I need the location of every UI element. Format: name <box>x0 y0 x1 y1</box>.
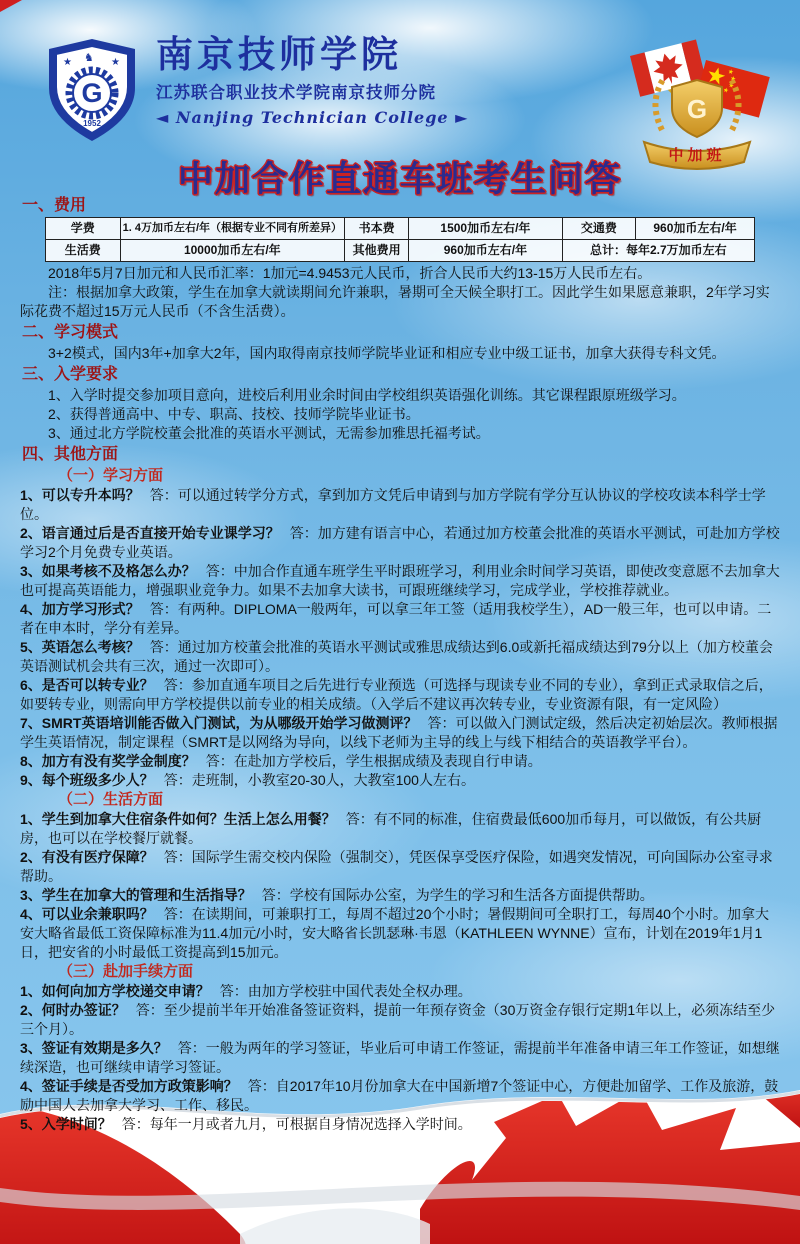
subsection-heading-life: （二）生活方面 <box>58 791 164 808</box>
fee-cell: 960加币左右/年 <box>409 240 562 262</box>
question: 6、是否可以转专业？ <box>20 677 154 693</box>
corner-ribbon <box>0 0 22 12</box>
emblem-label: 中加班 <box>668 147 726 164</box>
answer: 答：至少提前半年开始准备签证资料，提前一年预存资金（30万资金存银行定期1年以上，必须冻结至少三个月）。 <box>20 1002 776 1037</box>
star-icon: ★ <box>63 57 72 68</box>
star-icon: ★ <box>111 57 120 68</box>
qa-item <box>20 486 780 524</box>
qa-item <box>20 810 780 848</box>
school-english-name: ◄ Nanjing Technician College ► <box>156 107 469 127</box>
school-subtitle: 江苏联合职业技术学院南京技师分院 <box>156 83 436 102</box>
answer: 答：走班制，小教室20-30人，大教室100人左右。 <box>163 772 475 788</box>
fee-cell: 学费 <box>46 218 121 240</box>
paragraph: 2018年5月7日加元和人民币汇率：1加元=4.9453元人民币，折合人民币大约13-15万人民币左右。 <box>48 265 652 281</box>
qa-item <box>20 752 780 771</box>
fee-cell: 其他费用 <box>345 240 409 262</box>
fee-cell: 总计：每年2.7万加币左右 <box>562 240 754 262</box>
qa-item <box>20 562 780 600</box>
page-title: 中加合作直通车班考生问答 <box>177 160 622 199</box>
school-name: 南京技师学院 <box>156 34 402 75</box>
qa-item <box>20 676 780 714</box>
table-row <box>46 218 755 240</box>
crest-icon: ♞ <box>84 52 94 64</box>
answer: 答：在读期间，可兼职打工，每周不超过20个小时；暑假期间可全职打工，每周40个小时。加拿大安大略省最低工资保障标准为11.4加元/小时，安大略省长凯瑟琳·韦恩（KATHLEEN WYNNE）宣布，计划在2019年1月1日，把安省的小时最低工资提高到15加元。 <box>20 906 769 960</box>
answer: 答：可以做入门测试定级，然后决定初始层次。教师根据学生英语情况，制定课程（SMRT是以网络为导向，以线下老师为主导的线上与线下相结合的英语教学平台）。 <box>20 715 778 750</box>
question: 1、可以专升本吗？ <box>20 487 140 503</box>
question: 3、学生在加拿大的管理和生活指导？ <box>20 887 252 903</box>
answer: 答：每年一月或者九月，可根据自身情况选择入学时间。 <box>121 1116 472 1132</box>
answer: 答：自2017年10月份加拿大在中国新增7个签证中心，方便赴加留学、工作及旅游，鼓励中国人去加拿大学习、工作、移民。 <box>20 1078 779 1113</box>
question: 3、如果考核不及格怎么办？ <box>20 563 196 579</box>
question: 4、可以业余兼职吗？ <box>20 906 154 922</box>
content <box>20 194 780 1134</box>
subsection-heading-study: （一）学习方面 <box>58 467 164 484</box>
qa-item <box>20 1077 780 1115</box>
answer: 答：有两种。DIPLOMA一般两年，可以拿三年工签（适用我校学生），AD一般三年，也可以申请。二者在申本时，学分有差异。 <box>20 601 772 636</box>
list-item: 2、获得普通高中、中专、职高、技校、技师学院毕业证书。 <box>48 406 420 422</box>
answer: 答：国际学生需交校内保险（强制交），凭医保享受医疗保险，如遇突发情况，可向国际办公室寻求帮助。 <box>20 849 773 884</box>
list-item: 1、入学时提交参加项目意向，进校后利用业余时间由学校组织英语强化训练。其它课程跟原班级学习。 <box>48 387 686 403</box>
section-heading-fees: 一、费用 <box>22 197 87 214</box>
paragraph: 3+2模式，国内3年+加拿大2年，国内取得南京技师学院毕业证和相应专业中级工证书，加拿大获得专科文凭。 <box>48 345 726 361</box>
question: 5、英语怎么考核？ <box>20 639 140 655</box>
header <box>42 36 468 144</box>
question: 4、加方学习形式？ <box>20 601 140 617</box>
question: 2、有没有医疗保障？ <box>20 849 154 865</box>
emblem-letter: G <box>686 94 708 124</box>
answer: 答：中加合作直通车班学生平时跟班学习，利用业余时间学习英语，即使改变意愿不去加拿大也可提高英语能力，增强职业竞争力。如果不去加拿大读书，可跟班继续学习，完成学业，学校推荐就业。 <box>20 563 780 598</box>
qa-item <box>20 771 780 790</box>
qa-item <box>20 1115 780 1134</box>
question: 4、签证手续是否受加方政策影响？ <box>20 1078 238 1094</box>
fee-cell: 960加币左右/年 <box>636 218 755 240</box>
answer: 答：加方建有语言中心，若通过加方校董会批准的英语水平测试，可赴加方学校学习2个月免费专业英语。 <box>20 525 780 560</box>
question: 9、每个班级多少人？ <box>20 772 154 788</box>
school-text-block <box>156 36 468 127</box>
answer: 答：在赴加方学校后，学生根据成绩及表现自行申请。 <box>205 753 542 769</box>
fee-cell: 1. 4万加币左右/年（根据专业不同有所差异） <box>120 218 344 240</box>
answer: 答：学校有国际办公室，为学生的学习和生活各方面提供帮助。 <box>261 887 654 903</box>
question: 2、何时办签证？ <box>20 1002 126 1018</box>
answer: 答：可以通过转学分方式，拿到加方文凭后申请到与加方学院有学分互认协议的学校攻读本科学士学位。 <box>20 487 766 522</box>
paragraph: 注：根据加拿大政策，学生在加拿大就读期间允许兼职，暑期可全天候全职打工。因此学生如果愿意兼职，2年学习实际花费不超过15万元人民币（不含生活费）。 <box>20 284 770 319</box>
answer: 答：参加直通车项目之后先进行专业预选（可选择与现读专业不同的专业），拿到正式录取信之后，如要转专业，则需向甲方学校提供以前专业的相关成绩。（入学后不建议再次转专业，专业资源有限，有一定风险） <box>20 677 773 712</box>
question: 5、入学时间？ <box>20 1116 112 1132</box>
question: 2、语言通过后是否直接开始专业课学习？ <box>20 525 280 541</box>
question: 1、如何向加方学校递交申请？ <box>20 983 210 999</box>
section-heading-other: 四、其他方面 <box>22 446 119 463</box>
qa-item <box>20 886 780 905</box>
question: 7、SMRT英语培训能否做入门测试，为从哪级开始学习做测评？ <box>20 715 418 731</box>
list-item: 3、通过北方学院校董会批准的英语水平测试，无需参加雅思托福考试。 <box>48 425 490 441</box>
answer: 答：一般为两年的学习签证，毕业后可申请工作签证，需提前半年准备申请三年工作签证，如想继续深造，也可继续申请学习签证。 <box>20 1040 780 1075</box>
qa-item <box>20 638 780 676</box>
logo-year: 1952 <box>83 119 101 128</box>
question: 3、签证有效期是多久？ <box>20 1040 168 1056</box>
qa-item <box>20 905 780 962</box>
fee-cell: 10000加币左右/年 <box>120 240 344 262</box>
school-logo-shield-icon <box>42 36 142 144</box>
qa-item <box>20 848 780 886</box>
answer: 答：通过加方校董会批准的英语水平测试或雅思成绩达到6.0或新托福成绩达到79分以上（加方校董会英语测试机会共有三次，通过一次即可）。 <box>20 639 773 674</box>
answer: 答：由加方学校驻中国代表处全权办理。 <box>219 983 472 999</box>
logo-letter: G <box>81 78 103 108</box>
fee-table <box>45 217 755 262</box>
section-heading-study-mode: 二、学习模式 <box>22 324 119 341</box>
qa-item <box>20 714 780 752</box>
qa-item <box>20 600 780 638</box>
fee-cell: 书本费 <box>345 218 409 240</box>
subsection-heading-procedure: （三）赴加手续方面 <box>58 963 194 980</box>
qa-item <box>20 1039 780 1077</box>
section-heading-admission: 三、入学要求 <box>22 366 119 383</box>
question: 8、加方有没有奖学金制度？ <box>20 753 196 769</box>
fee-cell: 1500加币左右/年 <box>409 218 562 240</box>
qa-item <box>20 982 780 1001</box>
answer: 答：有不同的标准，住宿费最低600加币每月，可以做饭，有公共厨房，也可以在学校餐厅就餐。 <box>20 811 762 846</box>
table-row <box>46 240 755 262</box>
question: 1、学生到加拿大住宿条件如何？生活上怎么用餐？ <box>20 811 336 827</box>
qa-item <box>20 1001 780 1039</box>
qa-item <box>20 524 780 562</box>
fee-cell: 交通费 <box>562 218 635 240</box>
fee-cell: 生活费 <box>46 240 121 262</box>
